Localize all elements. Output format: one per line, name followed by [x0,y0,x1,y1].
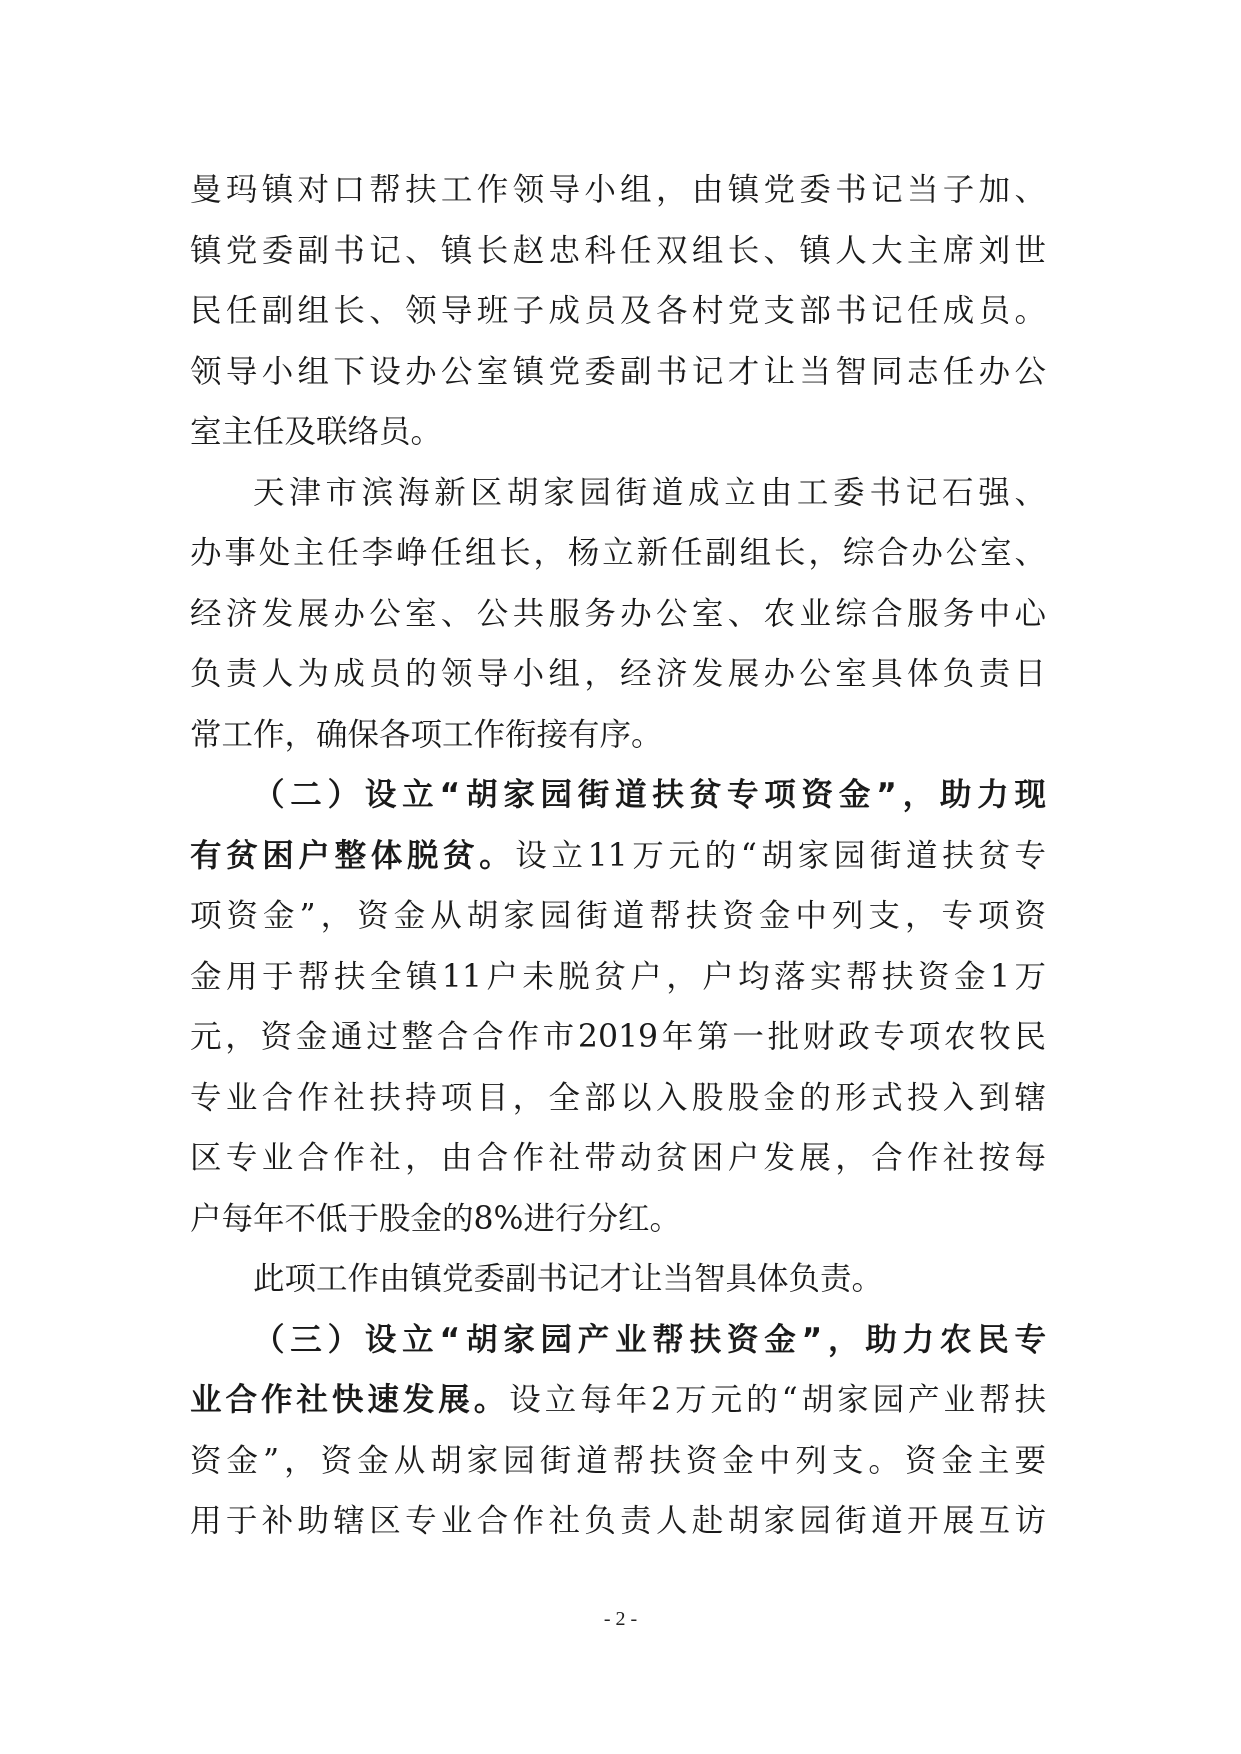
text-line [190,160,1046,221]
text-line [190,765,1046,826]
text-line [190,463,1046,524]
text-segment: 曼玛镇对口帮扶工作领导小组，由镇党委书记当子加、 [190,172,1046,208]
text-segment: 元，资金通过整合合作市2019年第一批财政专项农牧民 [190,1019,1046,1055]
text-line [190,886,1046,947]
text-segment: 用于补助辖区专业合作社负责人赴胡家园街道开展互访 [190,1503,1046,1539]
text-line [190,221,1046,282]
bold-text-segment: （二）设立“胡家园街道扶贫专项资金”，助力现 [253,777,1046,813]
text-segment: 室主任及联络员。 [190,414,443,450]
text-segment: 经济发展办公室、公共服务办公室、农业综合服务中心 [190,595,1046,632]
text-line [190,1370,1046,1431]
body-text [190,160,1046,1552]
text-segment: 资金”，资金从胡家园街道帮扶资金中列支。资金主要 [190,1442,1046,1479]
text-line [190,523,1046,584]
text-line [190,1249,1046,1310]
text-segment: 项资金”，资金从胡家园街道帮扶资金中列支，专项资 [190,898,1046,934]
bold-text-segment: （三）设立“胡家园产业帮扶资金”，助力农民专 [253,1321,1046,1358]
text-segment: 专业合作社扶持项目，全部以入股股金的形式投入到辖 [190,1079,1046,1116]
text-line [190,1189,1046,1250]
text-segment: 区专业合作社，由合作社带动贫困户发展，合作社按每 [190,1140,1046,1176]
text-segment: 天津市滨海新区胡家园街道成立由工委书记石强、 [253,474,1046,511]
text-segment: 此项工作由镇党委副书记才让当智具体负责。 [253,1261,884,1297]
text-segment: 设立11万元的“胡家园街道扶贫专 [515,837,1046,874]
text-line [190,1128,1046,1189]
text-segment: 办事处主任李峥任组长，杨立新任副组长，综合办公室、 [190,535,1046,571]
text-segment: 民任副组长、领导班子成员及各村党支部书记任成员。 [190,293,1046,329]
text-line [190,281,1046,342]
text-segment: 常工作，确保各项工作衔接有序。 [190,716,663,753]
bold-text-segment: 业合作社快速发展。 [190,1382,510,1418]
text-segment: 镇党委副书记、镇长赵忠科任双组长、镇人大主席刘世 [190,232,1046,269]
text-line [190,826,1046,887]
text-line [190,644,1046,705]
bold-text-segment: 有贫困户整体脱贫。 [190,837,516,874]
text-line [190,1068,1046,1129]
text-line [190,705,1046,766]
text-line [190,342,1046,403]
text-line [190,1431,1046,1492]
text-line [190,584,1046,645]
text-segment: 领导小组下设办公室镇党委副书记才让当智同志任办公 [190,353,1046,390]
text-line [190,402,1046,463]
text-line [190,947,1046,1008]
text-line [190,1007,1046,1068]
text-line [190,1491,1046,1552]
text-segment: 设立每年2万元的“胡家园产业帮扶 [509,1382,1046,1418]
text-segment: 负责人为成员的领导小组，经济发展办公室具体负责日 [190,656,1046,692]
page-number: - 2 - [603,1608,638,1630]
text-line [190,1310,1046,1371]
text-segment: 金用于帮扶全镇11户未脱贫户，户均落实帮扶资金1万 [190,958,1046,995]
text-segment: 户每年不低于股金的8%进行分红。 [190,1200,681,1237]
